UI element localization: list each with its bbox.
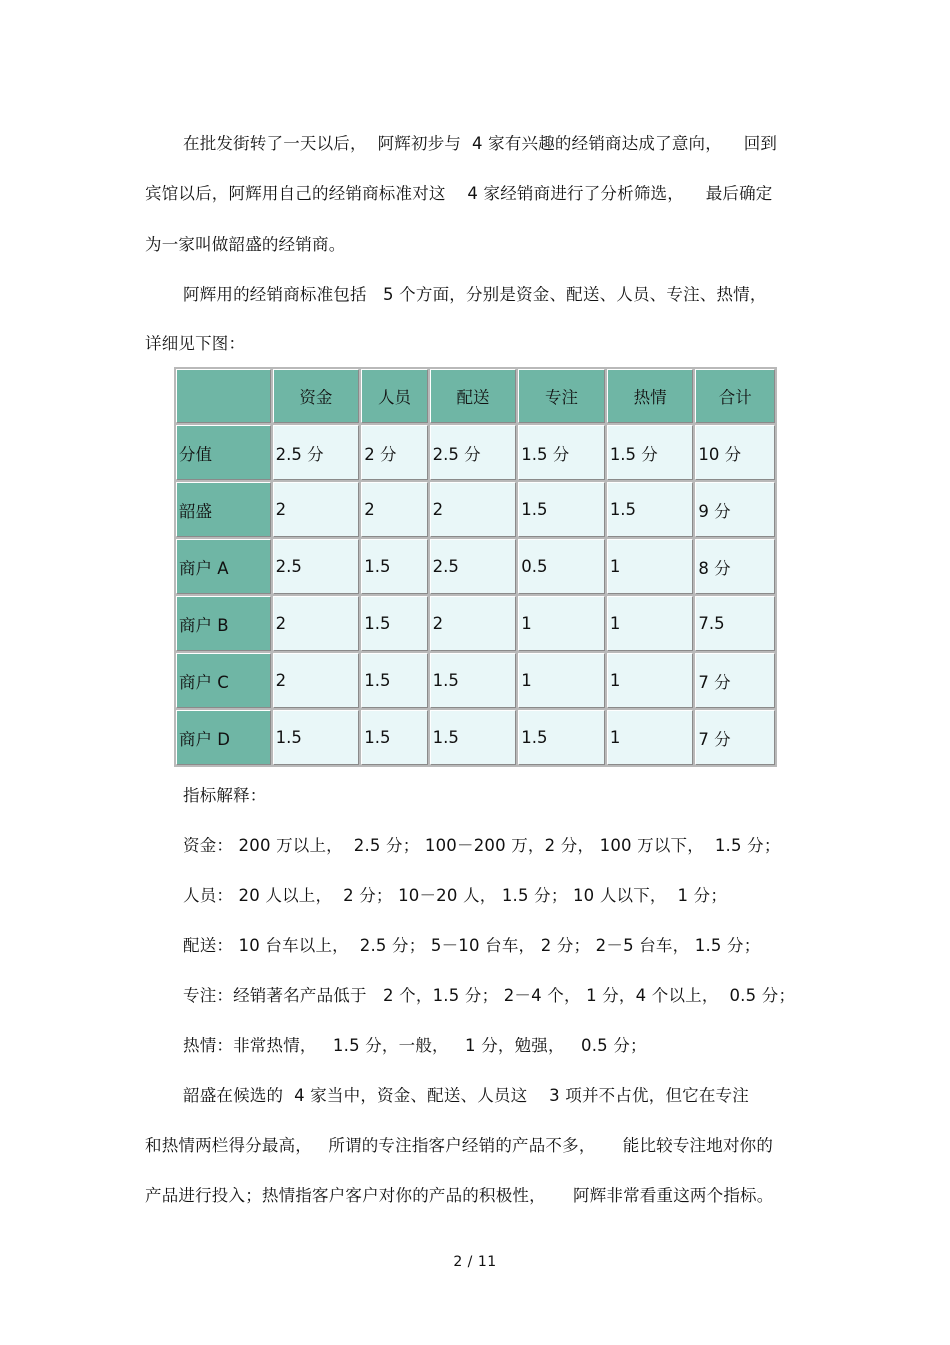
table-cell: 2.5 bbox=[430, 539, 517, 594]
table-cell: 1.5 bbox=[361, 539, 427, 594]
table-header-row bbox=[176, 369, 775, 423]
conclusion-line-2: 和热情两栏得分最高， 所谓的专注指客户经销的产品不多， 能比较专注地对你的 bbox=[145, 1136, 774, 1155]
table-cell: 1.5 bbox=[361, 596, 427, 651]
paragraph-2-line-1: 阿辉用的经销商标准包括 5 个方面，分别是资金、配送、人员、专注、热情， bbox=[183, 285, 767, 304]
header-cell-blank bbox=[176, 369, 271, 423]
table-cell: 2 bbox=[273, 482, 360, 537]
header-cell-funds: 资金 bbox=[273, 369, 360, 423]
row-label: 韶盛 bbox=[176, 482, 271, 537]
table-cell: 2 分 bbox=[361, 425, 427, 480]
table-cell: 2 bbox=[430, 482, 517, 537]
conclusion-line-1: 韶盛在候选的 4 家当中，资金、配送、人员这 3 项并不占优，但它在专注 bbox=[183, 1086, 749, 1105]
table-cell: 1.5 bbox=[273, 710, 360, 765]
table-cell: 1.5 分 bbox=[607, 425, 694, 480]
paragraph-1-line-2: 宾馆以后，阿辉用自己的经销商标准对这 4 家经销商进行了分析筛选， 最后确定 bbox=[145, 184, 773, 203]
table-cell: 1.5 分 bbox=[518, 425, 605, 480]
table-cell: 2 bbox=[361, 482, 427, 537]
table-cell: 2.5 分 bbox=[273, 425, 360, 480]
table-cell: 1.5 bbox=[361, 653, 427, 708]
table-cell: 7 分 bbox=[695, 710, 775, 765]
explanation-delivery: 配送： 10 台车以上， 2.5 分； 5－10 台车， 2 分； 2－5 台车， 1.5 分； bbox=[183, 936, 761, 955]
table-cell: 1.5 bbox=[430, 710, 517, 765]
conclusion-line-3: 产品进行投入；热情指客户客户对你的产品的积极性， 阿辉非常看重这两个指标。 bbox=[145, 1186, 774, 1205]
page-indicator: 2 / 11 bbox=[453, 1254, 497, 1270]
table-cell: 1.5 bbox=[430, 653, 517, 708]
table-cell: 2.5 bbox=[273, 539, 360, 594]
table-cell: 2 bbox=[273, 653, 360, 708]
table-cell: 9 分 bbox=[695, 482, 775, 537]
table-row bbox=[176, 482, 775, 537]
table-cell: 2 bbox=[430, 596, 517, 651]
explanation-staff: 人员： 20 人以上， 2 分； 10－20 人， 1.5 分； 10 人以下， 1 分； bbox=[183, 886, 728, 905]
table-cell: 8 分 bbox=[695, 539, 775, 594]
table-cell: 1 bbox=[607, 596, 694, 651]
paragraph-1-line-3: 为一家叫做韶盛的经销商。 bbox=[145, 235, 346, 254]
table-cell: 7 分 bbox=[695, 653, 775, 708]
explanation-funds: 资金： 200 万以上， 2.5 分； 100－200 万，2 分， 100 万以下， 1.5 分； bbox=[183, 836, 781, 855]
table-row bbox=[176, 539, 775, 594]
table-cell: 1 bbox=[518, 653, 605, 708]
row-label: 分值 bbox=[176, 425, 271, 480]
table-cell: 10 分 bbox=[695, 425, 775, 480]
table-row bbox=[176, 710, 775, 765]
table-row bbox=[176, 425, 775, 480]
paragraph-2-line-2: 详细见下图： bbox=[145, 334, 246, 353]
table-cell: 2 bbox=[273, 596, 360, 651]
row-label: 商户 B bbox=[176, 596, 271, 651]
table-cell: 7.5 bbox=[695, 596, 775, 651]
row-label: 商户 C bbox=[176, 653, 271, 708]
header-cell-delivery: 配送 bbox=[430, 369, 517, 423]
table-cell: 1.5 bbox=[518, 710, 605, 765]
explanations-title: 指标解释： bbox=[183, 786, 267, 805]
table-cell: 1 bbox=[607, 539, 694, 594]
table-cell: 1 bbox=[518, 596, 605, 651]
explanation-passion: 热情：非常热情， 1.5 分，一般， 1 分，勉强， 0.5 分； bbox=[183, 1036, 647, 1055]
header-cell-focus: 专注 bbox=[518, 369, 605, 423]
paragraph-1-line-1: 在批发街转了一天以后， 阿辉初步与 4 家有兴趣的经销商达成了意向， 回到 bbox=[183, 134, 778, 153]
table-cell: 1 bbox=[607, 710, 694, 765]
table-cell: 1.5 bbox=[607, 482, 694, 537]
header-cell-staff: 人员 bbox=[361, 369, 427, 423]
header-cell-total: 合计 bbox=[695, 369, 775, 423]
dealer-score-table bbox=[174, 367, 777, 767]
table-cell: 0.5 bbox=[518, 539, 605, 594]
table-row bbox=[176, 653, 775, 708]
row-label: 商户 D bbox=[176, 710, 271, 765]
table-cell: 2.5 分 bbox=[430, 425, 517, 480]
table-row bbox=[176, 596, 775, 651]
table-cell: 1.5 bbox=[361, 710, 427, 765]
table-cell: 1.5 bbox=[518, 482, 605, 537]
explanation-focus: 专注：经销著名产品低于 2 个，1.5 分； 2－4 个， 1 分，4 个以上， 0.5 分； bbox=[183, 986, 796, 1005]
header-cell-passion: 热情 bbox=[607, 369, 694, 423]
table-cell: 1 bbox=[607, 653, 694, 708]
row-label: 商户 A bbox=[176, 539, 271, 594]
